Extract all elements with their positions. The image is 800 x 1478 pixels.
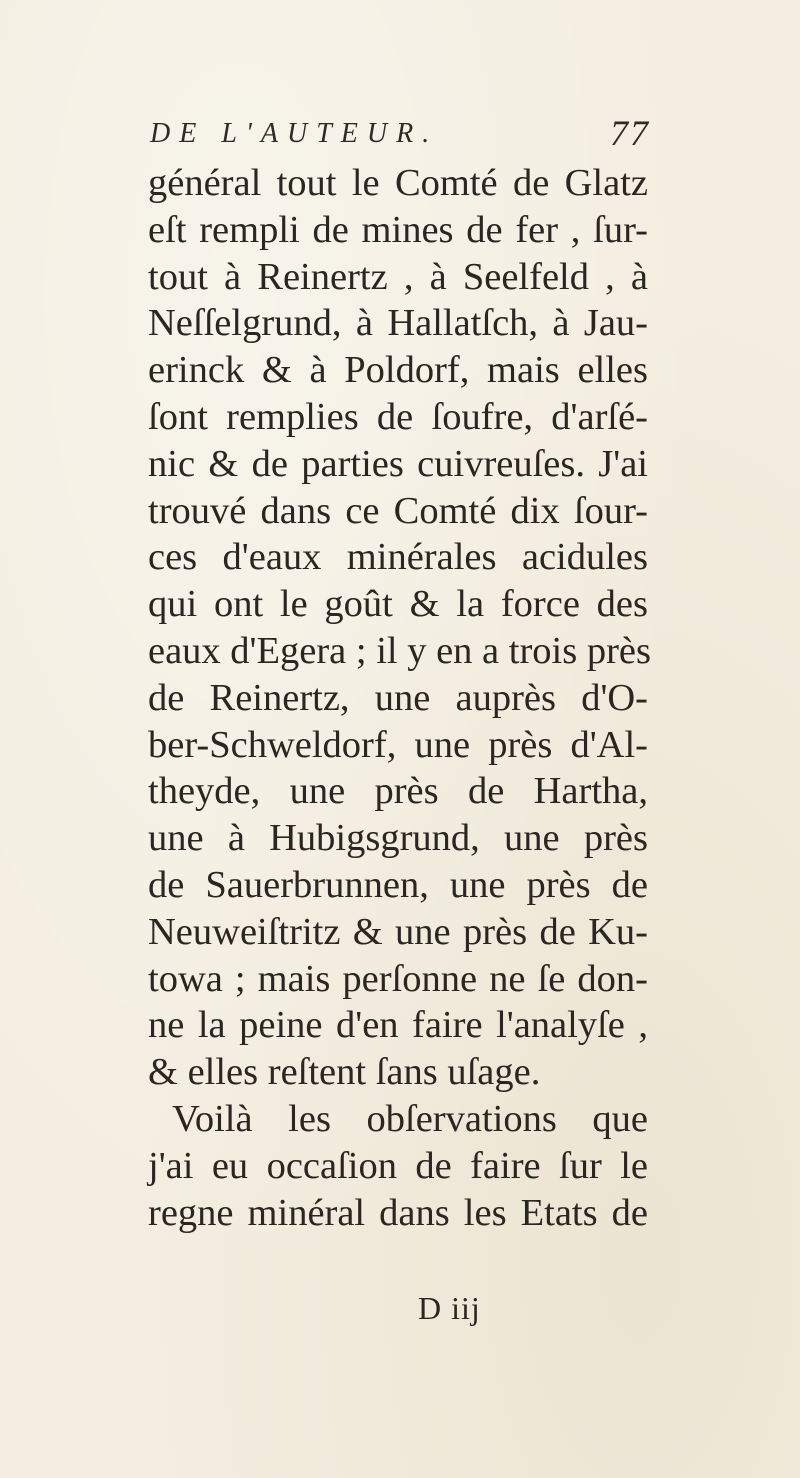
text-line: ne la peine d'en faire l'analyſe , [148,1004,648,1047]
text-line: nic & de parties cuivreuſes. J'ai [148,442,648,485]
text-line: qui ont le goût & la force des [148,583,648,626]
text-line: trouvé dans ce Comté dix ſour- [148,489,648,532]
text-line: ſont remplies de ſoufre, d'arſé- [148,395,648,438]
page-number: 77 [610,113,650,153]
text-line: de Sauerbrunnen, une près de [148,863,648,906]
text-line: Neſſelgrund, à Hallatſch, à Jau- [148,302,648,345]
text-line: theyde, une près de Hartha, [148,770,648,813]
text-line: Voilà les obſervations que [172,1097,648,1140]
text-line: eſt rempli de mines de fer , ſur- [148,208,648,251]
text-line: Neuweiſtritz & une près de Ku- [148,910,648,953]
body-text [148,160,651,1236]
text-line: ber-Schweldorf, une près d'Al- [148,723,648,766]
text-line: une à Hubigsgrund, une près [148,817,648,860]
text-line: j'ai eu occaſion de faire ſur le [148,1144,648,1187]
text-line: regne minéral dans les Etats de [148,1191,648,1234]
running-head [150,112,650,160]
text-line: eaux d'Egera ; il y en a trois près [148,629,651,672]
text-line: ces d'eaux minérales acidules [148,536,648,579]
text-line: de Reinertz, une auprès d'O- [148,676,648,719]
running-head-title: DE L'AUTEUR. [150,118,439,149]
text-line: & elles reſtent ſans uſage. [148,1051,541,1094]
text-line: général tout le Comté de Glatz [148,162,648,204]
signature-mark: D iij [418,1290,481,1326]
text-line: tout à Reinertz , à Seelfeld , à [148,255,648,298]
text-line: erinck & à Poldorf, mais elles [148,349,648,392]
text-line: towa ; mais perſonne ne ſe don- [148,957,648,1000]
